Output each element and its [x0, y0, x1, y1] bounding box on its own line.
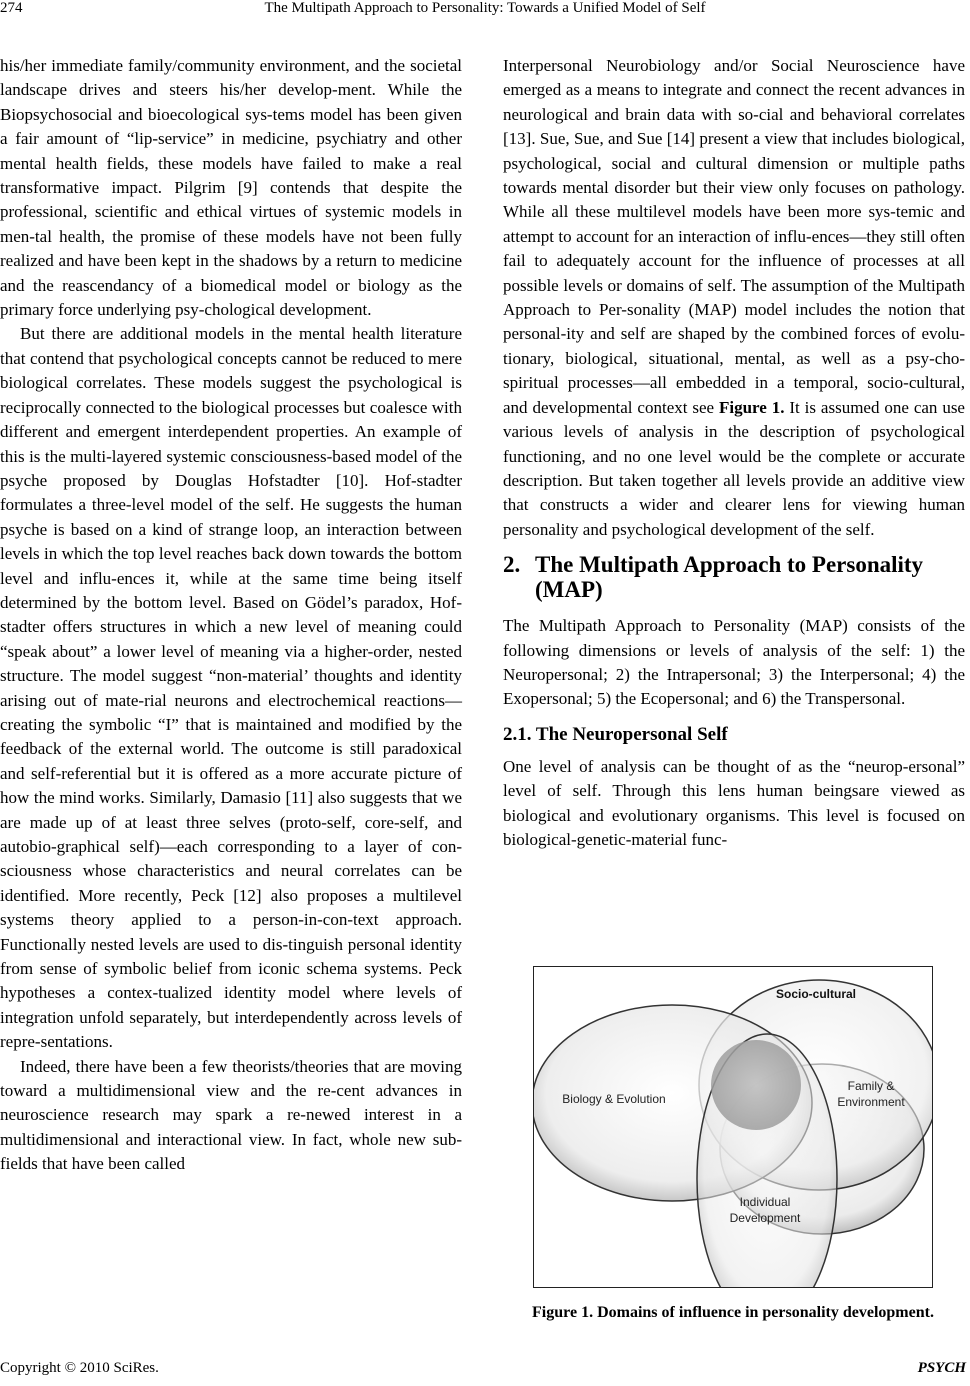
section-heading — [503, 552, 965, 602]
running-title: The Multipath Approach to Personality: Towards a Unified Model of Self — [264, 0, 706, 16]
figure-reference: Figure 1. — [718, 397, 785, 417]
label-individual-line1: Individual — [739, 1195, 791, 1209]
page-number: 274 — [0, 0, 23, 16]
label-biology-evolution: Biology & Evolution — [562, 1092, 666, 1106]
section-title: The Multipath Approach to Personality (MAP) — [535, 552, 924, 603]
footer-journal: PSYCH — [917, 1360, 966, 1376]
right-column — [503, 54, 965, 852]
left-paragraph-3: Indeed, there have been a few theorists/theories that are moving toward a multidimensional view and the re-cent advances in neuroscience research may spark a re-newed interest in a multidimensional and interactional view. In fact, whole new sub-fields that have been called — [0, 1056, 462, 1174]
label-family-line2: Environment — [837, 1095, 905, 1109]
right-paragraph-1 — [503, 54, 965, 542]
venn-diagram — [534, 967, 932, 1287]
label-individual-line2: Development — [729, 1211, 801, 1225]
left-column — [0, 54, 462, 1177]
running-header — [0, 0, 970, 28]
section-number: 2. — [503, 552, 521, 578]
subsection-heading: 2.1. The Neuropersonal Self — [503, 723, 728, 745]
figure-1-box — [533, 966, 933, 1288]
left-paragraph-1: his/her immediate family/community environment, and the societal landscape drives and steers his/her develop-ment. While the Biopsychosocial and bioecological sys-tems model has been given a fair amount of “lip-service” in medicine, psychiatry and other mental health fields, these models have failed to make a real transformative impact. Pilgrim [9] contends that despite the professional, scientific and ethical virtues of systemic models in men-tal health, the promise of these models have not been fully realized and have been kept in the shadows by a return to medicine and the reascendancy of a biomedical model or biology as the primary force underlying psy-chological development. — [0, 56, 462, 320]
footer-copyright: Copyright © 2010 SciRes. — [0, 1360, 159, 1376]
label-family-line1: Family & — [847, 1079, 895, 1093]
left-paragraph-2: But there are additional models in the mental health literature that contend that psychological concepts cannot be reduced to mere biological correlates. These models suggest the psychological is reciprocally connected to the biological processes but coalesce with different and emergent interdependent properties. An example of this is the multi-layered systemic consciousness-based model of the psyche proposed by Douglas Hofstadter [10]. Hof-stadter formulates a three-level model of the self. He suggests the human psyche is based on a kind of strange loop, an interaction between levels in which the top level reaches back down towards the bottom level and influ-ences it, while at the same time being itself determined by the bottom level. Based on Gödel’s paradox, Hof-stadter offers structures in which a new level of meaning could “speak about” a lower level of meaning via a higher-order, nested structure. The model suggest “non-material’ thoughts and identity arising out of mate-rial neurons and electrochemical reactions—creating the symbolic “I” that is maintained and modified by the feedback of the external world. The outcome is still paradoxical and self-referential but it is offered as a more accurate picture of how the mind works. Similarly, Damasio [11] also suggests that we are made up of at least three selves (proto-self, core-self, and autobio-graphical self)—each corresponding to a layer of con-sciousness whose characteristics and neural correlates can be identified. More recently, Peck [12] also proposes a multilevel systems theory applied to a person-in-con-text approach. Functionally nested levels are used to dis-tinguish personal identity from sense of symbolic belief from iconic schema systems. Peck hypotheses a contex-tualized identity model where levels of integration unfold separately, but interdependently across levels of repre-sentations. — [0, 324, 462, 1052]
right-paragraph-2: The Multipath Approach to Personality (MAP) consists of the following dimensions or levels of analysis of the self: 1) the Neuropersonal; 2) the Intrapersonal; 3) the Interpersonal; 4) the Exopersonal; 5) the Ecopersonal; and 6) the Transpersonal. — [503, 616, 965, 709]
right-paragraph-1-text-b: It is assumed one can use various levels of analysis in the description of psychological functioning, and no one level would be the complete or accurate description. But taken together all levels provide an additive view that constructs a wider and clearer lens for viewing human personality and psychological development of the self. — [503, 397, 965, 539]
figure-caption: Figure 1. Domains of influence in personality development. — [532, 1304, 934, 1321]
center-overlap — [711, 1040, 801, 1130]
label-socio-cultural: Socio-cultural — [775, 987, 857, 1001]
right-paragraph-3: One level of analysis can be thought of as the “neurop-ersonal” level of self. Through this lens human beingsare viewed as biological and evolutionary organisms. This level is focused on biological-genetic-material func- — [503, 756, 965, 849]
right-paragraph-1-text-a: Interpersonal Neurobiology and/or Social Neuroscience have emerged as a means to integrate and connect the recent advances in neurological and brain data with so-cial and behavioral correlates [13]. Sue, Sue, and Sue [14] present a view that includes biological, psychological, social and cultural dimension or multiple paths towards mental disorder but their view only focuses on pathology. While all these multilevel models have been more sys-temic and attempt to account for an interaction of influ-ences—they still often fail to adequately account for the influence of processes at all possible levels or domains of self. The assumption of the Multipath Approach to Per-sonality (MAP) model includes the notion that personal-ity and self are shaped by the combined forces of evolu-tionary, biological, situational, mental, as well as a psy-cho-spiritual processes—all embedded in a temporal, socio-cultural, and developmental context see — [503, 56, 965, 417]
